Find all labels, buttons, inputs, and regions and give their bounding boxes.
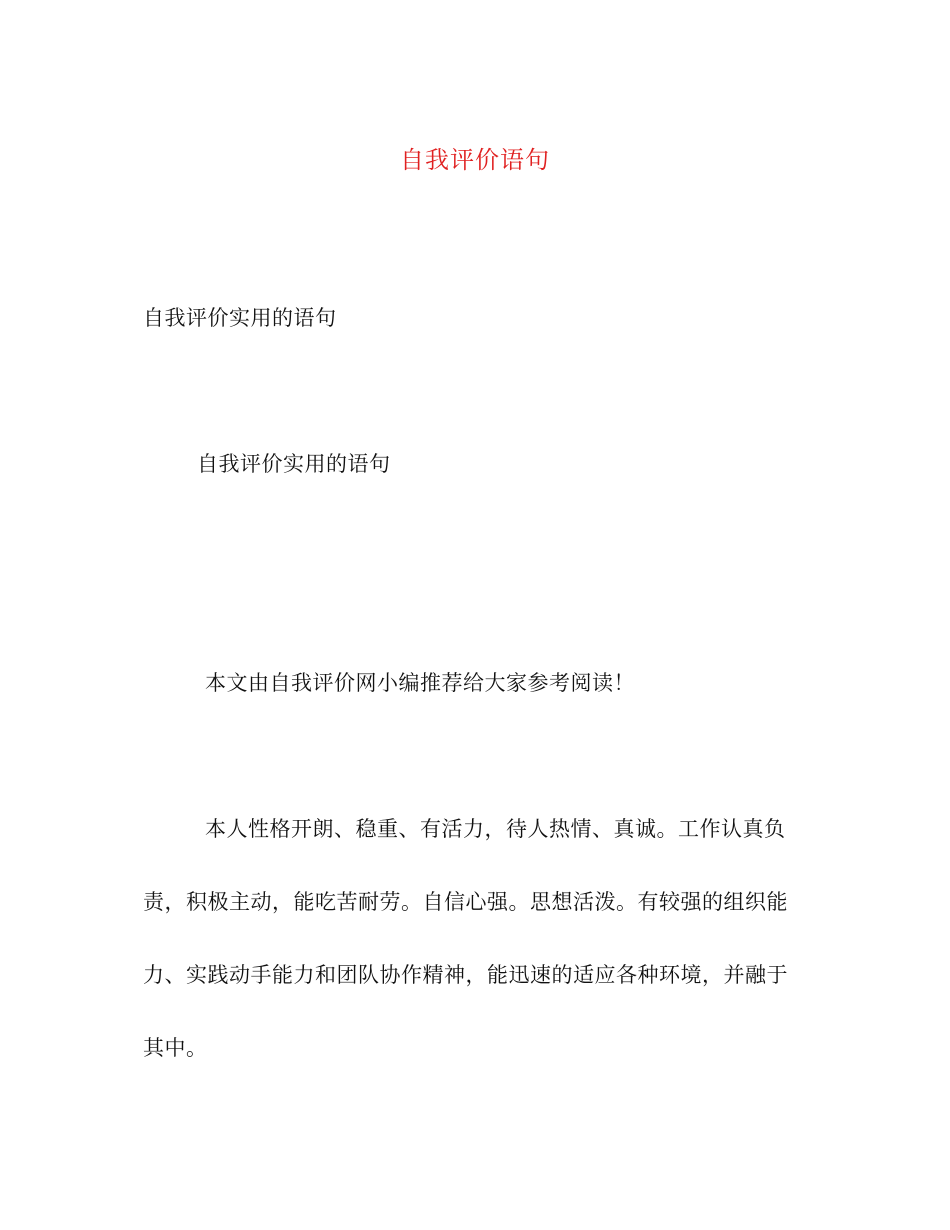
document-title: 自我评价语句 (400, 146, 550, 174)
paragraph-line: 本人性格开朗、稳重、有活力，待人热情、真诚。工作认真负 (205, 817, 786, 841)
intro-paragraph: 本文由自我评价网小编推荐给大家参考阅读！ (205, 671, 635, 695)
paragraph-line: 其中。 (143, 1036, 208, 1060)
section-heading: 自我评价实用的语句 (143, 306, 337, 330)
paragraph-line: 力、实践动手能力和团队协作精神，能迅速的适应各种环境，并融于 (143, 963, 788, 987)
section-heading-repeat: 自我评价实用的语句 (197, 452, 391, 476)
paragraph-line: 责，积极主动，能吃苦耐劳。自信心强。思想活泼。有较强的组织能 (143, 890, 788, 914)
body-paragraph (143, 811, 807, 1103)
